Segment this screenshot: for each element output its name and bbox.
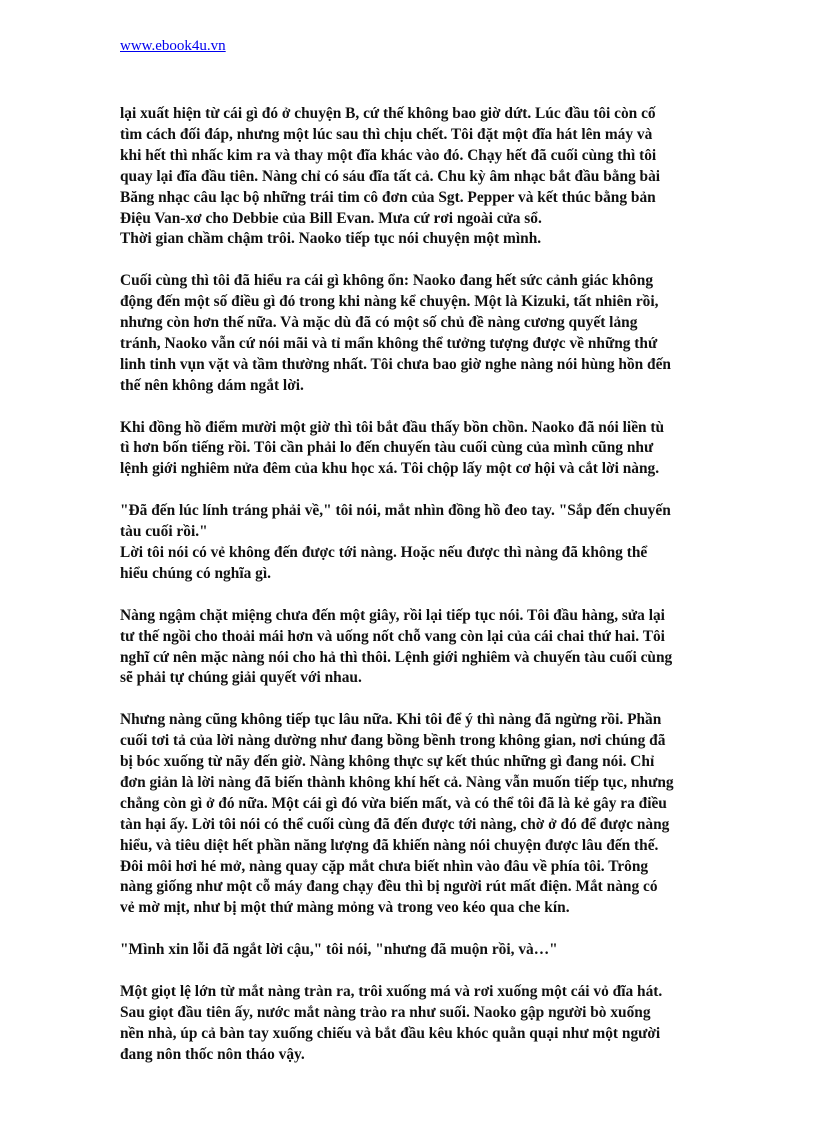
text-line: thế nên không dám ngắt lời. (120, 376, 304, 394)
paragraph-1 (120, 104, 710, 250)
text-line: tránh, Naoko vẫn cứ nói mãi và tỉ mẩn không thể tưởng tượng được về những thứ (120, 334, 658, 352)
text-line: động đến một số điều gì đó trong khi nàng kể chuyện. Một là Kizuki, tất nhiên rồi, (120, 293, 659, 311)
paragraph-5 (120, 606, 710, 690)
text-line: quay lại đĩa đầu tiên. Nàng chỉ có sáu đĩa tất cả. Chu kỳ âm nhạc bắt đầu bằng bài (120, 167, 661, 185)
text-line: hiểu, và tiêu diệt hết phần năng lượng đã khiến nàng nói chuyện được lâu đến thế. (120, 836, 659, 854)
text-line: nghĩ cứ nên mặc nàng nói cho hả thì thôi. Lệnh giới nghiêm và chuyến tàu cuối cùng (120, 648, 673, 666)
text-line: cuối tơi tả của lời nàng dường như đang bồng bềnh trong không gian, nơi chúng đã (120, 732, 666, 750)
text-line: tìm cách đối đáp, nhưng một lúc sau thì chịu chết. Tôi đặt một đĩa hát lên máy và (120, 125, 653, 143)
body-text (120, 104, 710, 1086)
paragraph-7 (120, 940, 710, 961)
text-line: nàng giống như một cỗ máy đang chạy đều thì bị người rút mất điện. Mắt nàng có (120, 878, 658, 896)
text-line: Băng nhạc câu lạc bộ những trái tim cô đơn của Sgt. Pepper và kết thúc bằng bản (120, 188, 656, 206)
text-line: Đôi môi hơi hé mở, nàng quay cặp mắt chưa biết nhìn vào đâu về phía tôi. Trông (120, 857, 649, 875)
text-line: bị bóc xuống từ nãy đến giờ. Nàng không thực sự kết thúc những gì đang nói. Chỉ (120, 753, 655, 771)
text-line: tì hơn bốn tiếng rồi. Tôi cần phải lo đến chuyến tàu cuối cùng của mình cũng như (120, 439, 654, 457)
text-line: hiểu chúng có nghĩa gì. (120, 564, 271, 582)
paragraph-6 (120, 710, 710, 919)
text-line: "Mình xin lỗi đã ngắt lời cậu," tôi nói, "nhưng đã muộn rồi, và…" (120, 941, 558, 959)
text-line: "Đã đến lúc lính tráng phải về," tôi nói, mắt nhìn đồng hồ đeo tay. "Sắp đến chuyến (120, 502, 671, 520)
text-line: vẻ mờ mịt, như bị một thứ màng mỏng và trong veo kéo qua che kín. (120, 899, 570, 917)
text-line: nhưng còn hơn thế nữa. Và mặc dù đã có một số chủ đề nàng cương quyết lảng (120, 314, 638, 332)
paragraph-4 (120, 501, 710, 585)
text-line: Một giọt lệ lớn từ mắt nàng tràn ra, trôi xuống má và rơi xuống một cái vỏ đĩa hát. (120, 982, 663, 1000)
text-line: Cuối cùng thì tôi đã hiểu ra cái gì không ổn: Naoko đang hết sức cảnh giác không (120, 272, 654, 290)
text-line: Điệu Van-xơ cho Debbie của Bill Evan. Mưa cứ rơi ngoài cửa sổ. (120, 209, 542, 227)
paragraph-2 (120, 271, 710, 396)
text-line: chẳng còn gì ở đó nữa. Một cái gì đó vừa biến mất, và có thể tôi đã là kẻ gây ra điều (120, 794, 667, 812)
text-line: Khi đồng hồ điểm mười một giờ thì tôi bắt đầu thấy bồn chồn. Naoko đã nói liền tù (120, 418, 665, 436)
text-line: tàu cuối rồi." (120, 523, 208, 541)
text-line: Lời tôi nói có vẻ không đến được tới nàng. Hoặc nếu được thì nàng đã không thể (120, 543, 648, 561)
text-line: Nàng ngậm chặt miệng chưa đến một giây, rồi lại tiếp tục nói. Tôi đầu hàng, sửa lại (120, 606, 665, 624)
text-line: tư thế ngồi cho thoải mái hơn và uống nốt chỗ vang còn lại của cái chai thứ hai. Tôi (120, 627, 665, 645)
text-line: tàn hại ấy. Lời tôi nói có thể cuối cùng đã đến được tới nàng, chờ ở đó để được nàng (120, 815, 670, 833)
text-line: khi hết thì nhấc kim ra và thay một đĩa khác vào đó. Chạy hết đã cuối cùng thì tôi (120, 146, 657, 164)
text-line: sẽ phải tự chúng giải quyết với nhau. (120, 669, 362, 687)
text-line: Sau giọt đầu tiên ấy, nước mắt nàng trào ra như suối. Naoko gập người bò xuống (120, 1003, 651, 1021)
text-line: đang nôn thốc nôn tháo vậy. (120, 1045, 305, 1063)
text-line: đơn giản là lời nàng đã biến thành không khí hết cả. Nàng vẫn muốn tiếp tục, nhưng (120, 773, 674, 791)
paragraph-3 (120, 418, 710, 481)
text-line: linh tinh vụn vặt và tầm thường nhất. Tôi chưa bao giờ nghe nàng nói hùng hồn đến (120, 355, 671, 373)
header-site-link[interactable]: www.ebook4u.vn (120, 38, 226, 54)
text-line: lại xuất hiện từ cái gì đó ở chuyện B, cứ thế không bao giờ dứt. Lúc đầu tôi còn cố (120, 105, 656, 122)
text-line: nền nhà, úp cả bàn tay xuống chiếu và bắt đầu kêu khóc quằn quại như một người (120, 1024, 661, 1042)
text-line: Nhưng nàng cũng không tiếp tục lâu nữa. Khi tôi để ý thì nàng đã ngừng rồi. Phần (120, 711, 662, 729)
text-line: lệnh giới nghiêm nửa đêm của khu học xá. Tôi chộp lấy một cơ hội và cắt lời nàng. (120, 460, 660, 478)
paragraph-8 (120, 982, 710, 1066)
text-line: Thời gian chầm chậm trôi. Naoko tiếp tục nói chuyện một mình. (120, 230, 542, 248)
